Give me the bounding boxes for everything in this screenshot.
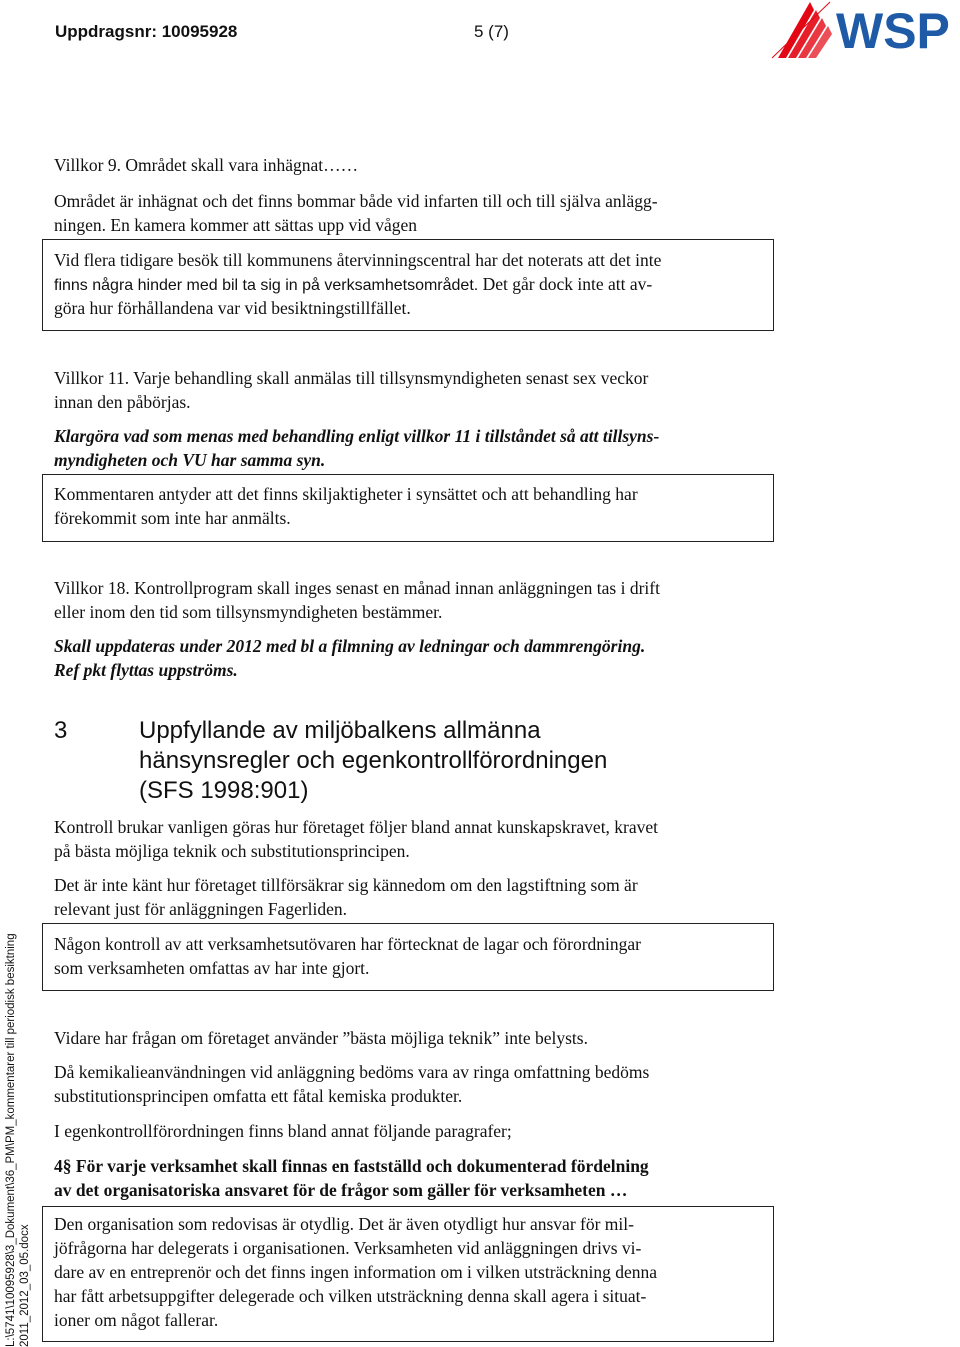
villkor-18-line2: eller inom den tid som tillsynsmyndigheten bestämmer. <box>54 602 443 622</box>
paragraph-kemikalie-line1: Då kemikalieanvändningen vid anläggning bedöms vara av ringa omfattning bedöms <box>54 1062 650 1082</box>
villkor-11-italic-line2: myndigheten och VU har samma syn. <box>54 450 326 470</box>
file-path-line2: 2011_2012_03_05.docx <box>19 1224 31 1347</box>
villkor-18-line1: Villkor 18. Kontrollprogram skall inges senast en månad innan anläggningen tas i drift <box>54 578 660 598</box>
villkor-11-italic-line1: Klargöra vad som menas med behandling enligt villkor 11 i tillståndet så att tillsyns- <box>54 426 660 446</box>
box-organisation-line5: ioner om något fallerar. <box>54 1310 219 1330</box>
paragraph-kemikalie-line2: substitutionsprincipen omfatta ett fåtal kemiska produkter. <box>54 1086 463 1106</box>
section-title-line3: (SFS 1998:901) <box>139 777 309 804</box>
villkor-9-title: Villkor 9. Området skall vara inhägnat…… <box>54 155 359 175</box>
box-organisation-line1: Den organisation som redovisas är otydlig. Det är även otydligt hur ansvar för mil- <box>54 1214 634 1234</box>
paragraph-4-paragraf-line2: av det organisatoriska ansvaret för de frågor som gäller för verksamheten … <box>54 1180 628 1200</box>
file-path-line1: L:\5741\10095928\3_Dokument\36_PM\PM_kommentarer till periodisk besiktning <box>5 933 17 1347</box>
villkor-11-box-line2: förekommit som inte har anmälts. <box>54 508 291 528</box>
villkor-11-line2: innan den påbörjas. <box>54 392 191 412</box>
wsp-logo-mark <box>772 2 832 58</box>
box-lagar-line1: Någon kontroll av att verksamhetsutövaren har förtecknat de lagar och förordningar <box>54 934 642 954</box>
villkor-9-box-line2-rest: Det går dock inte att av- <box>478 274 653 294</box>
order-number: Uppdragsnr: 10095928 <box>55 22 238 41</box>
villkor-11-line1: Villkor 11. Varje behandling skall anmälas till tillsynsmyndigheten senast sex veckor <box>54 368 649 388</box>
section-title-line1: Uppfyllande av miljöbalkens allmänna <box>139 717 541 744</box>
villkor-9-box-line3: göra hur förhållandena var vid besiktningstillfället. <box>54 298 411 318</box>
paragraph-1-line1: Kontroll brukar vanligen göras hur företaget följer bland annat kunskapskravet, kravet <box>54 817 659 837</box>
villkor-18-italic-line1: Skall uppdateras under 2012 med bl a filmning av ledningar och dammrengöring. <box>54 636 646 656</box>
paragraph-2-line2: relevant just för anläggningen Fagerliden. <box>54 899 348 919</box>
villkor-9-box-line2-sans: finns några hinder med bil ta sig in på verksamhetsområdet. <box>54 277 479 294</box>
section-number: 3 <box>54 717 68 744</box>
villkor-18-italic-line2: Ref pkt flyttas uppströms. <box>54 660 238 680</box>
villkor-9-box-line1: Vid flera tidigare besök till kommunens återvinningscentral har det noterats att det inte <box>54 250 662 270</box>
villkor-9-line2: ningen. En kamera kommer att sättas upp vid vågen <box>54 215 418 235</box>
box-organisation-line4: har fått arbetsuppgifter delegerade och vilken utsträckning denna skall agera i situat- <box>54 1286 647 1306</box>
wsp-logo-text: WSP <box>836 3 950 59</box>
box-lagar-line2: som verksamheten omfattas av har inte gjort. <box>54 958 370 978</box>
paragraph-4-paragraf-line1: 4§ För varje verksamhet skall finnas en fastställd och dokumenterad fördelning <box>54 1156 649 1176</box>
villkor-9-box-line2 <box>54 272 774 298</box>
box-organisation-line2: jöfrågorna har delegerats i organisationen. Verksamheten vid anläggningen drivs vi- <box>54 1238 642 1258</box>
paragraph-bat: Vidare har frågan om företaget använder ”bästa möjliga teknik” inte belysts. <box>54 1028 588 1048</box>
box-organisation-line3: dare av en entreprenör och det finns ingen information om i vilken utsträckning denna <box>54 1262 658 1282</box>
section-title-line2: hänsynsregler och egenkontrollförordningen <box>139 747 608 774</box>
paragraph-1-line2: på bästa möjliga teknik och substitutionsprincipen. <box>54 841 410 861</box>
villkor-11-box-line1: Kommentaren antyder att det finns skiljaktigheter i synsättet och att behandling har <box>54 484 638 504</box>
paragraph-paragrafer: I egenkontrollförordningen finns bland annat följande paragrafer; <box>54 1121 512 1141</box>
page-number: 5 (7) <box>474 22 509 41</box>
wsp-logo <box>770 0 960 62</box>
villkor-9-line1: Området är inhägnat och det finns bommar både vid infarten till och till själva anlägg- <box>54 191 658 211</box>
file-path-sidebar <box>4 933 32 1347</box>
paragraph-2-line1: Det är inte känt hur företaget tillförsäkrar sig kännedom om den lagstiftning som är <box>54 875 638 895</box>
